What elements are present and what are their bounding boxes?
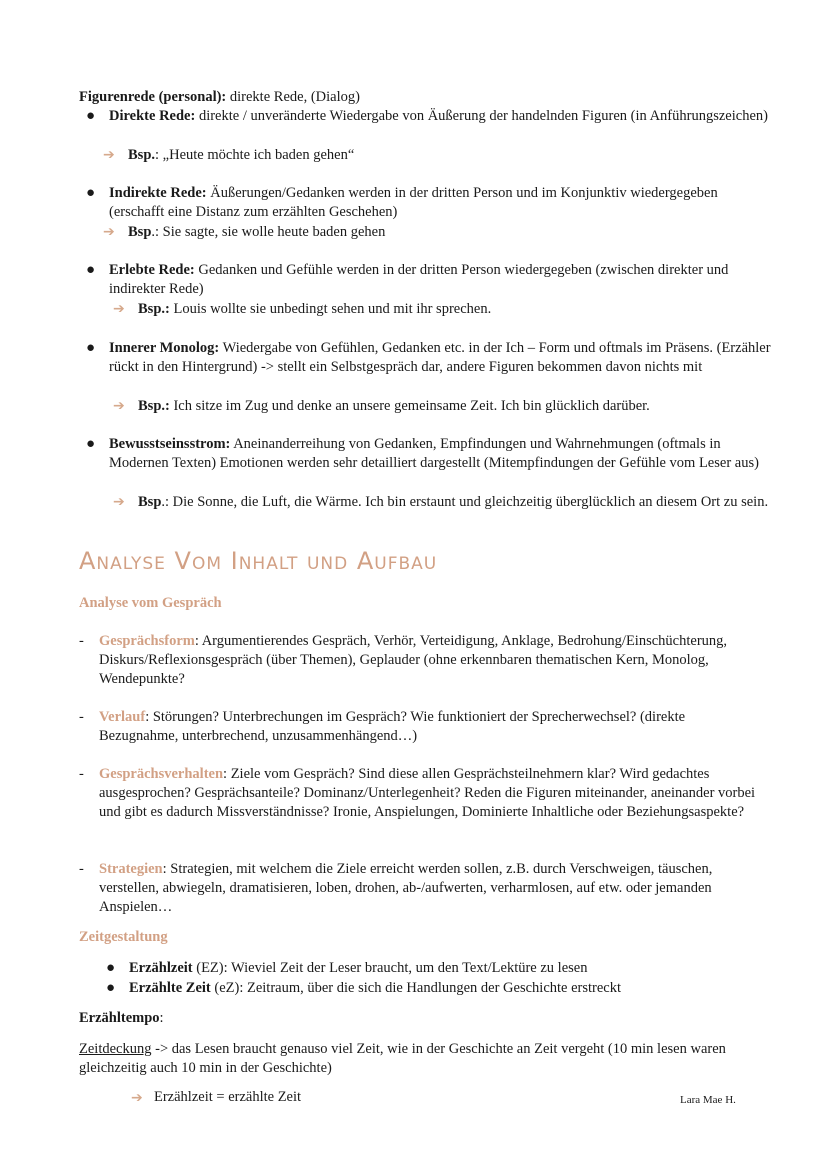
bullet-dot-icon: ● <box>86 436 96 452</box>
dialog-item-gespraechsverhalten <box>99 765 759 822</box>
bullet-dot-icon: ● <box>86 340 96 356</box>
tempo-colon: : <box>159 1010 164 1026</box>
speech-item-direkte-rede <box>109 107 789 126</box>
figurenrede-intro <box>79 88 759 107</box>
dialog-term: Gesprächsverhalten <box>99 766 224 782</box>
dialog-item-verlauf <box>99 708 734 746</box>
example-label: Bsp.: <box>138 398 170 414</box>
arrow-right-icon: ➔ <box>131 1090 143 1106</box>
example-text: Louis wollte sie unbedingt sehen und mit ihr sprechen. <box>169 301 492 317</box>
dash-icon: - <box>79 861 84 877</box>
bullet-dot-icon: ● <box>86 262 96 278</box>
dash-icon: - <box>79 709 84 725</box>
zeitdeckung-paragraph <box>79 1040 769 1078</box>
section-heading: Analyse Vom Inhalt und Aufbau <box>79 547 438 575</box>
example-label: Bsp. <box>128 147 156 163</box>
speech-example <box>138 300 818 319</box>
time-item-erzaehlte-zeit <box>129 979 809 998</box>
bullet-dot-icon: ● <box>106 980 116 996</box>
dialog-term: Verlauf <box>99 709 146 725</box>
dash-icon: - <box>79 766 84 782</box>
intro-text: direkte Rede, (Dialog) <box>226 89 360 105</box>
speech-term: Erlebte Rede: <box>109 262 195 278</box>
speech-item-erlebte-rede <box>109 261 774 299</box>
time-desc: (EZ): Wieviel Zeit der Leser braucht, um den Text/Lektüre zu lesen <box>192 960 588 976</box>
time-desc: (eZ): Zeitraum, über die sich die Handlungen der Geschichte erstreckt <box>210 980 622 996</box>
erzaehltempo-label <box>79 1009 759 1028</box>
speech-item-innerer-monolog <box>109 339 774 377</box>
speech-term: Bewusstseinsstrom: <box>109 436 231 452</box>
speech-example <box>138 493 778 512</box>
speech-term: Direkte Rede: <box>109 108 196 124</box>
speech-term: Innerer Monolog: <box>109 340 220 356</box>
subheading-gespraech: Analyse vom Gespräch <box>79 595 222 611</box>
example-text: .: Sie sagte, sie wolle heute baden gehen <box>151 224 386 240</box>
dialog-item-strategien <box>99 860 759 917</box>
speech-desc: direkte / unveränderte Wiedergabe von Äußerung der handelnden Figuren (in Anführungszeichen) <box>195 108 768 124</box>
zeitdeckung-desc: -> das Lesen braucht genauso viel Zeit, wie in der Geschichte an Zeit vergeht (10 min lesen waren gleichzeitig auch 10 min in der Geschichte) <box>79 1041 726 1076</box>
tempo-label: Erzähltempo <box>79 1010 160 1026</box>
example-text: : „Heute möchte ich baden gehen“ <box>155 147 355 163</box>
example-text: Ich sitze im Zug und denke an unsere gemeinsame Zeit. Ich bin glücklich darüber. <box>169 398 650 414</box>
arrow-right-icon: ➔ <box>113 494 125 510</box>
arrow-right-icon: ➔ <box>113 398 125 414</box>
arrow-right-icon: ➔ <box>103 147 115 163</box>
dialog-desc: : Störungen? Unterbrechungen im Gespräch? Wie funktioniert der Sprecherwechsel? (direkte Bezugnahme, unterbrechend, unzusammenhängend…) <box>99 709 686 744</box>
arrow-right-icon: ➔ <box>113 301 125 317</box>
formula: Erzählzeit = erzählte Zeit <box>154 1089 302 1105</box>
dialog-desc: : Strategien, mit welchem die Ziele erreicht werden sollen, z.B. durch Verschweigen, täuschen, verstellen, abwiegeln, dramatisieren, loben, drohen, ab-/aufwerten, verharmlosen, auf etw. oder jemanden Anspielen… <box>99 861 713 915</box>
speech-desc: Wiedergabe von Gefühlen, Gedanken etc. in der Ich – Form und oftmals im Präsens. (Erzähler rückt in den Hintergrund) -> stellt ein Selbstgespräch dar, andere Figuren bekommen davon nichts mit <box>109 340 771 375</box>
bullet-dot-icon: ● <box>86 185 96 201</box>
speech-example <box>128 223 808 242</box>
dialog-item-gespraechsform <box>99 632 769 689</box>
bullet-dot-icon: ● <box>106 960 116 976</box>
intro-label: Figurenrede (personal): <box>79 89 227 105</box>
example-label: Bsp <box>128 224 152 240</box>
speech-example <box>128 146 808 165</box>
arrow-right-icon: ➔ <box>103 224 115 240</box>
zeitdeckung-term: Zeitdeckung <box>79 1041 152 1057</box>
speech-desc: Gedanken und Gefühle werden in der dritten Person wiedergegeben (zwischen direkter und indirekter Rede) <box>109 262 729 297</box>
time-item-erzaehlzeit <box>129 959 809 978</box>
example-text: .: Die Sonne, die Luft, die Wärme. Ich bin erstaunt und gleichzeitig überglücklich an diesem Ort zu sein. <box>161 494 769 510</box>
author-signature: Lara Mae H. <box>680 1094 736 1106</box>
dialog-desc: : Ziele vom Gespräch? Sind diese allen Gesprächsteilnehmern klar? Wird gedachtes ausgesprochen? Gesprächsanteile? Dominanz/Unterlegenheit? Reden die Figuren miteinander, aneinander vorbei und gibt es dadurch Missverständnisse? Ironie, Anspielungen, Dominierte Inhaltliche oder Beziehungsaspekte? <box>99 766 756 820</box>
subheading-zeitgestaltung: Zeitgestaltung <box>79 929 168 945</box>
example-label: Bsp <box>138 494 162 510</box>
speech-desc: Äußerungen/Gedanken werden in der dritten Person und im Konjunktiv wiedergegeben (erschafft eine Distanz zum erzählten Geschehen) <box>109 185 718 220</box>
speech-term: Indirekte Rede: <box>109 185 207 201</box>
bullet-dot-icon: ● <box>86 108 96 124</box>
time-term: Erzählte Zeit <box>129 980 211 996</box>
time-term: Erzählzeit <box>129 960 193 976</box>
dialog-term: Gesprächsform <box>99 633 195 649</box>
dialog-desc: : Argumentierendes Gespräch, Verhör, Verteidigung, Anklage, Bedrohung/Einschüchterung, Diskurs/Reflexionsgespräch (über Themen), Geplauder (ohne erkennbaren thematischen Kern, Monolog, Wendepunkte? <box>99 633 728 687</box>
speech-item-bewusstseinsstrom <box>109 435 774 473</box>
example-label: Bsp.: <box>138 301 170 317</box>
dash-icon: - <box>79 633 84 649</box>
speech-desc: Aneinanderreihung von Gedanken, Empfindungen und Wahrnehmungen (oftmals in Modernen Texten) Emotionen werden sehr detailliert dargestellt (Mitempfindungen der Gefühle vom Leser aus) <box>109 436 759 471</box>
dialog-term: Strategien <box>99 861 163 877</box>
speech-example <box>138 397 818 416</box>
speech-item-indirekte-rede <box>109 184 774 222</box>
